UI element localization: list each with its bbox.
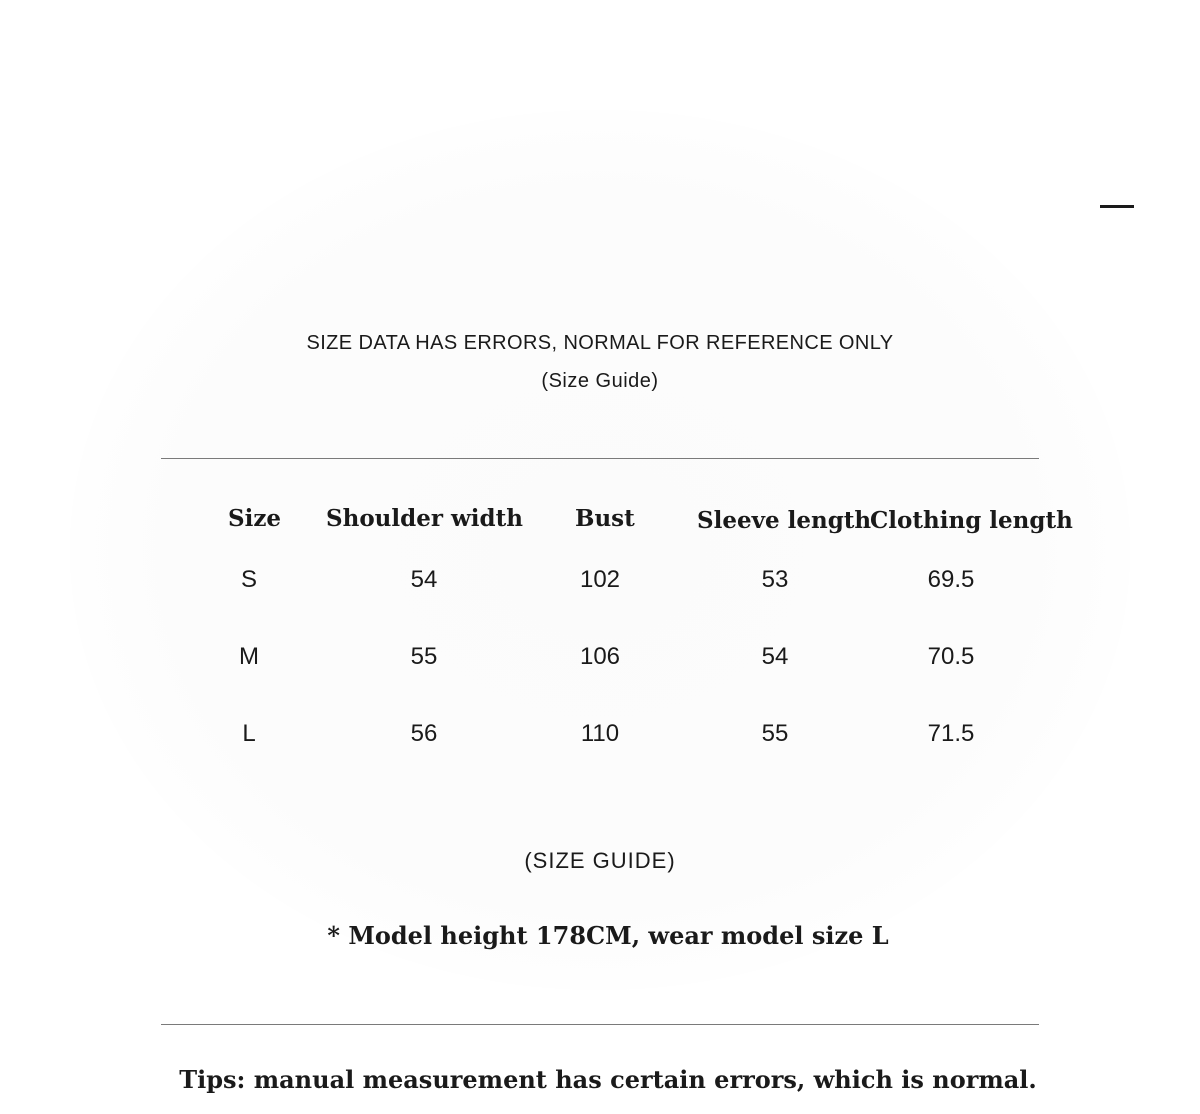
cell-shoulder-width: 56	[410, 720, 438, 747]
cell-size: S	[240, 566, 257, 593]
cell-sleeve-length: 55	[761, 720, 789, 747]
header-size: Size	[228, 505, 282, 532]
header-shoulder-width: Shoulder width	[326, 505, 523, 532]
cell-shoulder-width: 54	[410, 566, 438, 593]
cell-bust: 106	[579, 643, 621, 670]
bottom-divider	[161, 1024, 1039, 1025]
header-bust: Bust	[575, 505, 635, 532]
cell-clothing-length: 69.5	[927, 566, 975, 593]
header-sleeve-length: Sleeve length	[697, 507, 872, 534]
top-divider	[161, 458, 1039, 459]
cell-shoulder-width: 55	[410, 643, 438, 670]
cell-size: M	[239, 643, 259, 670]
cell-bust: 102	[579, 566, 621, 593]
cell-size: L	[242, 720, 256, 747]
cell-sleeve-length: 54	[761, 643, 789, 670]
size-guide-label: (SIZE GUIDE)	[524, 848, 676, 873]
model-note: * Model height 178CM, wear model size L	[327, 921, 889, 950]
cell-clothing-length: 70.5	[927, 643, 975, 670]
cell-sleeve-length: 53	[761, 566, 789, 593]
dash-mark	[1100, 205, 1134, 208]
header-clothing-length: Clothing length	[870, 507, 1073, 534]
size-guide-subtitle: (Size Guide)	[541, 370, 659, 392]
reference-notice: SIZE DATA HAS ERRORS, NORMAL FOR REFERENCE ONLY	[306, 332, 894, 354]
cell-clothing-length: 71.5	[927, 720, 975, 747]
measurement-tips: Tips: manual measurement has certain errors, which is normal.	[179, 1065, 1037, 1094]
cell-bust: 110	[580, 720, 620, 747]
